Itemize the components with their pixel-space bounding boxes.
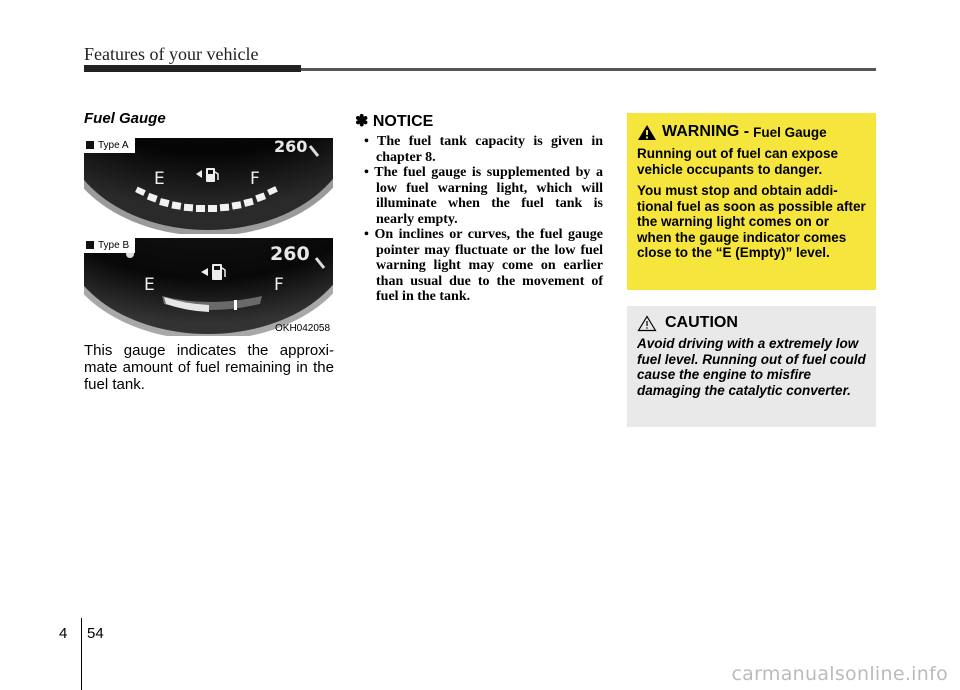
page-number: 54 — [87, 625, 104, 642]
caution-box — [627, 306, 876, 427]
type-b-text: Type B — [98, 240, 130, 251]
warning-triangle-icon — [637, 124, 657, 141]
notice-title: ✽ NOTICE — [355, 113, 434, 130]
caution-title: CAUTION — [665, 314, 738, 331]
fuel-gauge-description: This gauge indicates the approxi-mate amount of fuel remaining in the fuel tank. — [84, 342, 334, 393]
notice-item: • The fuel tank capacity is given in chapter 8. — [355, 134, 603, 165]
caution-body: Avoid driving with a extremely low fuel level. Running out of fuel could cause the engine to misfire damaging the catalytic converter. — [637, 336, 866, 398]
warning-subtitle: Fuel Gauge — [753, 124, 827, 140]
gauge-b-speed: 260 — [270, 243, 310, 265]
warning-header — [637, 123, 866, 141]
notice-item: • On inclines or curves, the fuel gauge pointer may fluctuate or the low fuel warning light may come on earlier than usual due to the movement of fuel in the tank. — [355, 227, 603, 305]
gauge-a-speed: 260 — [274, 138, 308, 156]
figure-code: OKH042058 — [275, 323, 331, 334]
notice-item: • The fuel gauge is supplemented by a low fuel warning light, which will illuminate when the fuel tank is nearly empty. — [355, 165, 603, 227]
caution-header — [637, 314, 866, 332]
chapter-number: 4 — [59, 625, 68, 642]
gauge-a-empty: E — [154, 169, 165, 189]
page-divider — [81, 618, 82, 690]
watermark: carmanualsonline.info — [731, 663, 948, 685]
warning-title: WARNING - — [662, 123, 750, 140]
type-a-label — [84, 138, 135, 153]
gauge-figure-type-a — [84, 138, 333, 234]
header-title: Features of your vehicle — [84, 44, 259, 64]
type-b-label — [84, 238, 135, 253]
section-title: Fuel Gauge — [84, 110, 166, 127]
gauge-b-empty: E — [144, 275, 155, 295]
caution-triangle-icon — [637, 315, 657, 332]
type-a-text: Type A — [98, 140, 129, 151]
gauge-b-full: F — [274, 275, 284, 295]
gauge-a-full: F — [250, 169, 260, 189]
warning-paragraph-2: You must stop and obtain addi-tional fuel as soon as possible after the warning light comes on or when the gauge indicator comes close to the “E (Empty)” level. — [637, 183, 866, 260]
gauge-figure-type-b — [84, 238, 333, 336]
warning-box — [627, 113, 876, 290]
warning-paragraph-1: Running out of fuel can expose vehicle occupants to danger. — [637, 146, 839, 177]
header-rule-accent — [84, 65, 301, 72]
notice-list — [355, 134, 603, 305]
